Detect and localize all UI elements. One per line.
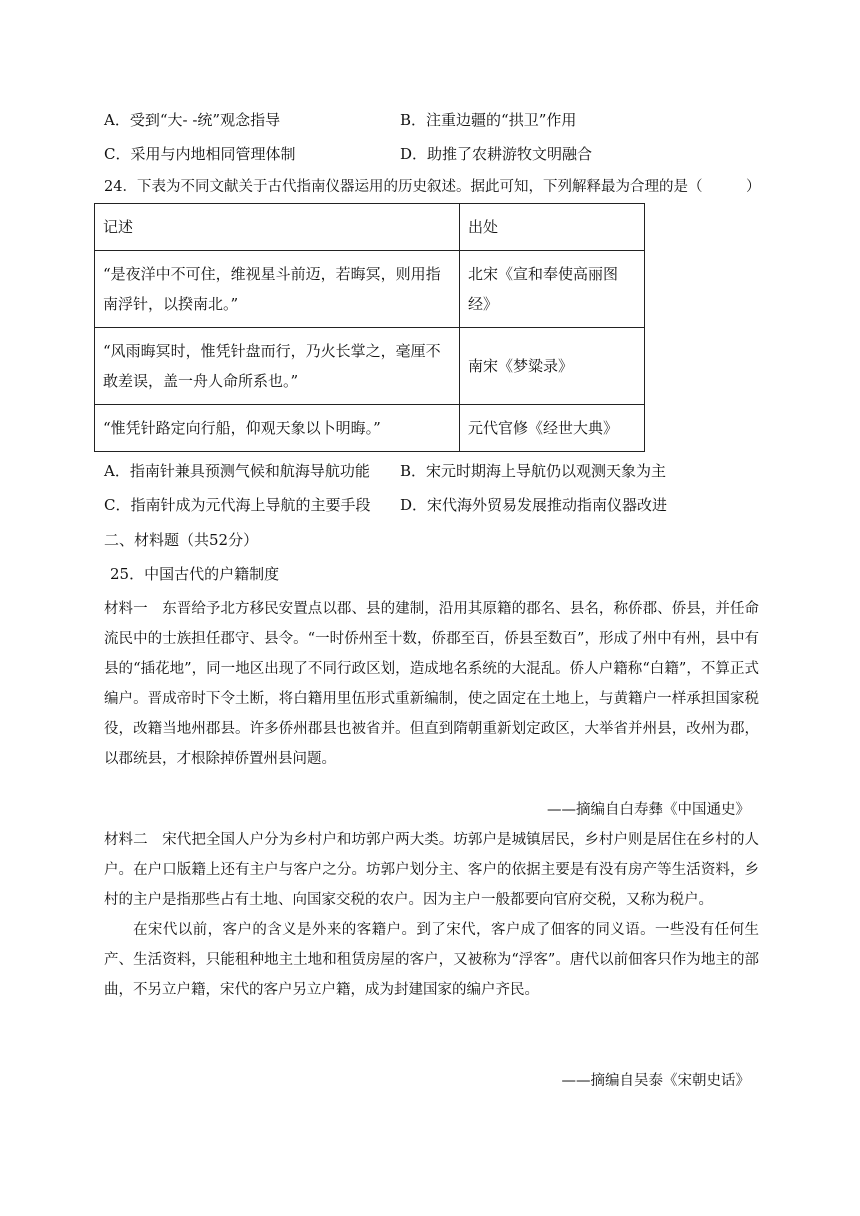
table-cell-source: 北宋《宣和奉使高丽图经》	[460, 251, 645, 328]
q24-stem: 24．下表为不同文献关于古代指南仪器运用的历史叙述。据此可知，下列解释最为合理的是（ ）	[104, 179, 761, 195]
material-2	[104, 825, 759, 1005]
table-cell-record: “是夜洋中不可住，维视星斗前迈，若晦冥，则用指南浮针，以揆南北。”	[95, 251, 460, 328]
section-title: 二、材料题（共52分）	[104, 531, 259, 549]
q24-option-c: C．指南针成为元代海上导航的主要手段	[104, 496, 371, 514]
table-header-row	[95, 204, 645, 251]
table-row	[95, 328, 645, 405]
table-row	[95, 251, 645, 328]
q24-option-d: D．宋代海外贸易发展推动指南仪器改进	[400, 496, 668, 514]
table-cell-source: 元代官修《经世大典》	[460, 405, 645, 452]
table-cell-record: “惟凭针路定向行船，仰观天象以卜明晦。”	[95, 405, 460, 452]
table-row	[95, 405, 645, 452]
q24-option-b: B．宋元时期海上导航仍以观测天象为主	[400, 462, 667, 480]
table-cell-record: “风雨晦冥时，惟凭针盘而行，乃火长掌之，毫厘不敢差误，盖一舟人命所系也。”	[95, 328, 460, 405]
q23-option-c: C．采用与内地相同管理体制	[104, 145, 296, 163]
material-2-paragraph-1: 材料二 宋代把全国人户分为乡村户和坊郭户两大类。坊郭户是城镇居民，乡村户则是居住在乡村的人户。在户口版籍上还有主户与客户之分。坊郭户划分主、客户的依据主要是有没有房产等生活资料，乡村的主户是指那些占有土地、向国家交税的农户。因为主户一般都要向官府交税，又称为税户。	[104, 832, 759, 908]
material-2-paragraph-2: 在宋代以前，客户的含义是外来的客籍户。到了宋代，客户成了佃客的同义语。一些没有任何生产、生活资料，只能租种地主土地和租赁房屋的客户，又被称为“浮客”。唐代以前佃客只作为地主的部曲，不另立户籍，宋代的客户另立户籍，成为封建国家的编户齐民。	[104, 922, 759, 998]
table-header-record: 记述	[95, 204, 460, 251]
q23-option-b: B．注重边疆的“拱卫”作用	[400, 111, 577, 129]
material-1	[104, 594, 759, 774]
table-cell-source: 南宋《梦粱录》	[460, 328, 645, 405]
material-1-text: 材料一 东晋给予北方移民安置点以郡、县的建制，沿用其原籍的郡名、县名，称侨郡、侨县，并任命流民中的士族担任郡守、县令。“一时侨州至十数，侨郡至百，侨县至数百”，形成了州中有州，县中有县的“插花地”，同一地区出现了不同行政区划，造成地名系统的大混乱。侨人户籍称“白籍”，不算正式编户。晋成帝时下令土断，将白籍用里伍形式重新编制，使之固定在土地上，与黄籍户一样承担国家税役，改籍当地州郡县。许多侨州郡县也被省并。但直到隋朝重新划定政区，大举省并州县，改州为郡，以郡统县，才根除掉侨置州县问题。	[104, 601, 759, 767]
material-1-source: ——摘编自白寿彝《中国通史》	[547, 802, 750, 818]
q24-option-a: A．指南针兼具预测气候和航海导航功能	[104, 462, 370, 480]
material-2-source: ——摘编自吴泰《宋朝史话》	[561, 1073, 750, 1089]
q25-title: 25．中国古代的户籍制度	[110, 565, 280, 583]
q23-option-d: D．助推了农耕游牧文明融合	[400, 145, 593, 163]
table-header-source: 出处	[460, 204, 645, 251]
q24-table	[94, 203, 645, 452]
q23-option-a: A．受到“大- -统”观念指导	[104, 111, 281, 129]
